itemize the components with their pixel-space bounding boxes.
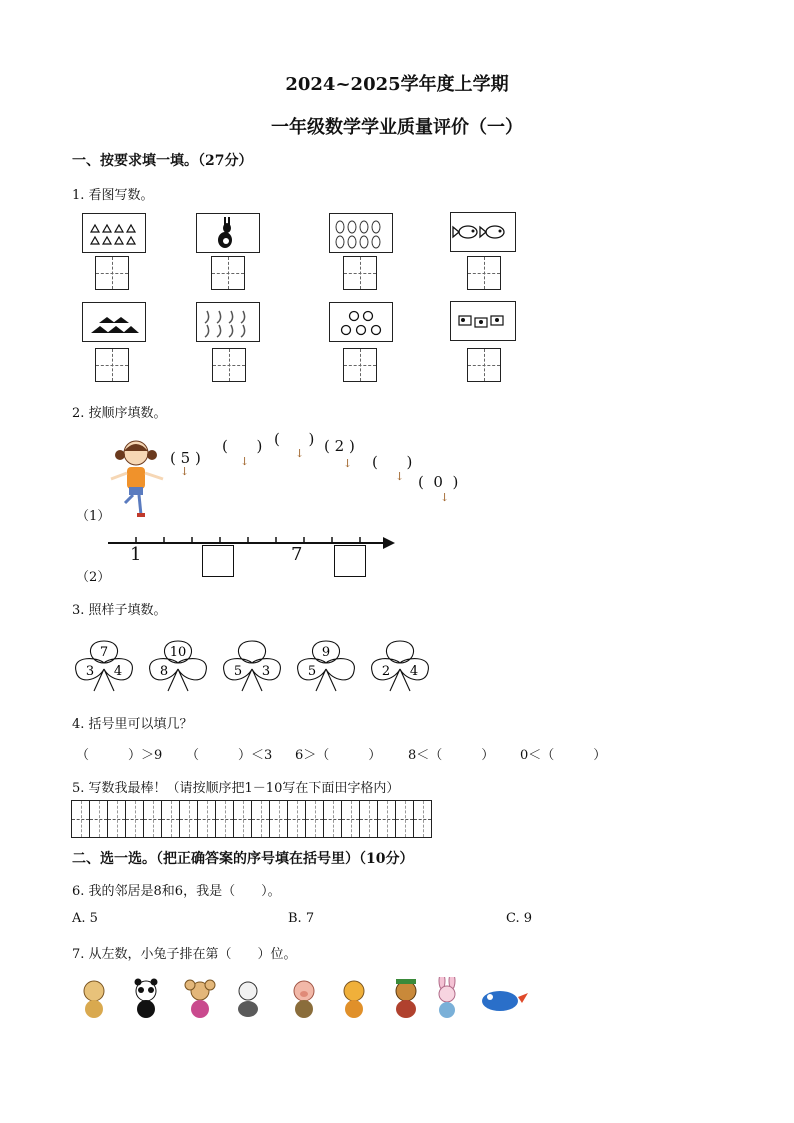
grid-cell[interactable] <box>305 800 324 838</box>
part1-label: （1） <box>76 509 111 524</box>
answer-box[interactable] <box>95 348 129 382</box>
seq-blank[interactable]: ( 0 ) <box>418 473 459 491</box>
page-title: 2024~2025学年度上学期 <box>285 74 509 95</box>
clover-left-number: 8 <box>159 664 169 679</box>
option-a[interactable]: A. 5 <box>72 911 98 926</box>
section2-heading: 二、选一选。（把正确答案的序号填在括号里）（10分） <box>72 851 414 867</box>
seq-value: 0 <box>433 473 443 491</box>
seq-blank[interactable]: ( ) <box>372 453 413 471</box>
clover-top-number: 9 <box>321 645 331 660</box>
clover-top-number: 10 <box>169 645 187 660</box>
seq-value: 2 <box>334 437 345 455</box>
fish-icon <box>450 212 516 252</box>
rabbit-icon <box>439 977 455 1018</box>
grid-cell[interactable] <box>71 800 90 838</box>
answer-box[interactable] <box>95 256 129 290</box>
grid-cell[interactable] <box>197 800 216 838</box>
number-line-label: 7 <box>291 544 303 565</box>
grid-cell[interactable] <box>251 800 270 838</box>
option-c[interactable]: C. 9 <box>506 911 533 926</box>
buns-icon <box>329 302 393 342</box>
grid-cell[interactable] <box>287 800 306 838</box>
grid-cell[interactable] <box>143 800 162 838</box>
clover-icon <box>224 641 281 691</box>
grid-cell[interactable] <box>107 800 126 838</box>
arrow-icon: ↓ <box>440 491 450 504</box>
grid-cell[interactable] <box>125 800 144 838</box>
clover-left-number: 2 <box>381 664 391 679</box>
clover-right-number: 4 <box>113 664 123 679</box>
mouse-icon <box>185 980 215 1018</box>
clover-icon <box>150 641 207 691</box>
grid-cell[interactable] <box>269 800 288 838</box>
piles-icon <box>82 302 146 342</box>
number-line-label: 1 <box>130 544 142 565</box>
triangles-icon <box>82 213 146 253</box>
grid-cell[interactable] <box>215 800 234 838</box>
q4-item[interactable]: 8＜（ ） <box>408 748 495 763</box>
dog-icon <box>84 981 104 1018</box>
goat-icon <box>238 982 258 1017</box>
grid-cell[interactable] <box>359 800 378 838</box>
arrow-icon: ↓ <box>343 457 353 470</box>
q3-text: 3. 照样子填数。 <box>72 603 167 618</box>
grid-cell[interactable] <box>233 800 252 838</box>
option-b[interactable]: B. 7 <box>288 911 315 926</box>
grid-cell[interactable] <box>89 800 108 838</box>
q4-item[interactable]: （ ）＞9 <box>76 748 163 763</box>
rabbit-icon <box>196 213 260 253</box>
part2-label: （2） <box>76 570 111 585</box>
seq-blank[interactable]: ( 2 ) <box>324 437 355 455</box>
grid-cell[interactable] <box>179 800 198 838</box>
arrow-icon: ↓ <box>295 447 305 460</box>
answer-box[interactable] <box>467 348 501 382</box>
grid-cell[interactable] <box>395 800 414 838</box>
clover-icon <box>76 641 133 691</box>
pears-icon <box>329 213 393 253</box>
number-line-box[interactable] <box>334 545 366 577</box>
q1-text: 1. 看图写数。 <box>72 188 154 203</box>
bird-icon <box>482 991 528 1011</box>
seq-blank[interactable]: ( ) <box>274 430 315 448</box>
arrow-icon: ↓ <box>240 455 250 468</box>
seq-blank[interactable]: ( ) <box>222 437 263 455</box>
q6-text: 6. 我的邻居是8和6，我是（ ）。 <box>72 884 281 899</box>
clover-left-number: 3 <box>85 664 95 679</box>
answer-box[interactable] <box>467 256 501 290</box>
grid-cell[interactable] <box>341 800 360 838</box>
q4-item[interactable]: （ ）＜3 <box>186 748 273 763</box>
answer-box[interactable] <box>212 348 246 382</box>
q2-text: 2. 按顺序填数。 <box>72 406 167 421</box>
animal-row <box>76 977 536 1019</box>
girl-icon <box>105 437 167 519</box>
q4-item[interactable]: 6＞（ ） <box>295 748 382 763</box>
q4-text: 4. 括号里可以填几？ <box>72 717 193 732</box>
grid-cell[interactable] <box>413 800 432 838</box>
clover-left-number: 5 <box>233 664 243 679</box>
bananas-icon <box>196 302 260 342</box>
cows-icon <box>450 301 516 341</box>
grid-cell[interactable] <box>161 800 180 838</box>
clover-left-number: 5 <box>307 664 317 679</box>
clover-icon <box>372 641 429 691</box>
answer-box[interactable] <box>343 256 377 290</box>
clover-icon <box>298 641 355 691</box>
seq-blank[interactable]: ( 5 ) <box>170 449 201 467</box>
section1-heading: 一、按要求填一填。（27分） <box>72 153 253 169</box>
clover-right-number: 4 <box>409 664 419 679</box>
clover-right-number: 3 <box>261 664 271 679</box>
answer-box[interactable] <box>343 348 377 382</box>
page-subtitle: 一年级数学学业质量评价（一） <box>271 117 523 138</box>
clover-row <box>72 635 452 693</box>
arrow-icon: ↓ <box>180 465 190 478</box>
arrow-icon: ↓ <box>395 470 405 483</box>
q5-text: 5. 写数我最棒！（请按顺序把1－10写在下面田字格内） <box>72 781 400 796</box>
q4-item[interactable]: 0＜（ ） <box>520 748 607 763</box>
seq-value: 5 <box>180 449 191 467</box>
clover-top-number: 7 <box>99 645 109 660</box>
pig-icon <box>294 981 314 1018</box>
number-line-box[interactable] <box>202 545 234 577</box>
writing-grid[interactable] <box>72 800 432 838</box>
grid-cell[interactable] <box>323 800 342 838</box>
cat-icon <box>344 981 364 1018</box>
panda-icon <box>135 979 158 1019</box>
q7-text: 7. 从左数，小兔子排在第（ ）位。 <box>72 947 297 962</box>
monkey-icon <box>396 979 416 1018</box>
grid-cell[interactable] <box>377 800 396 838</box>
answer-box[interactable] <box>211 256 245 290</box>
